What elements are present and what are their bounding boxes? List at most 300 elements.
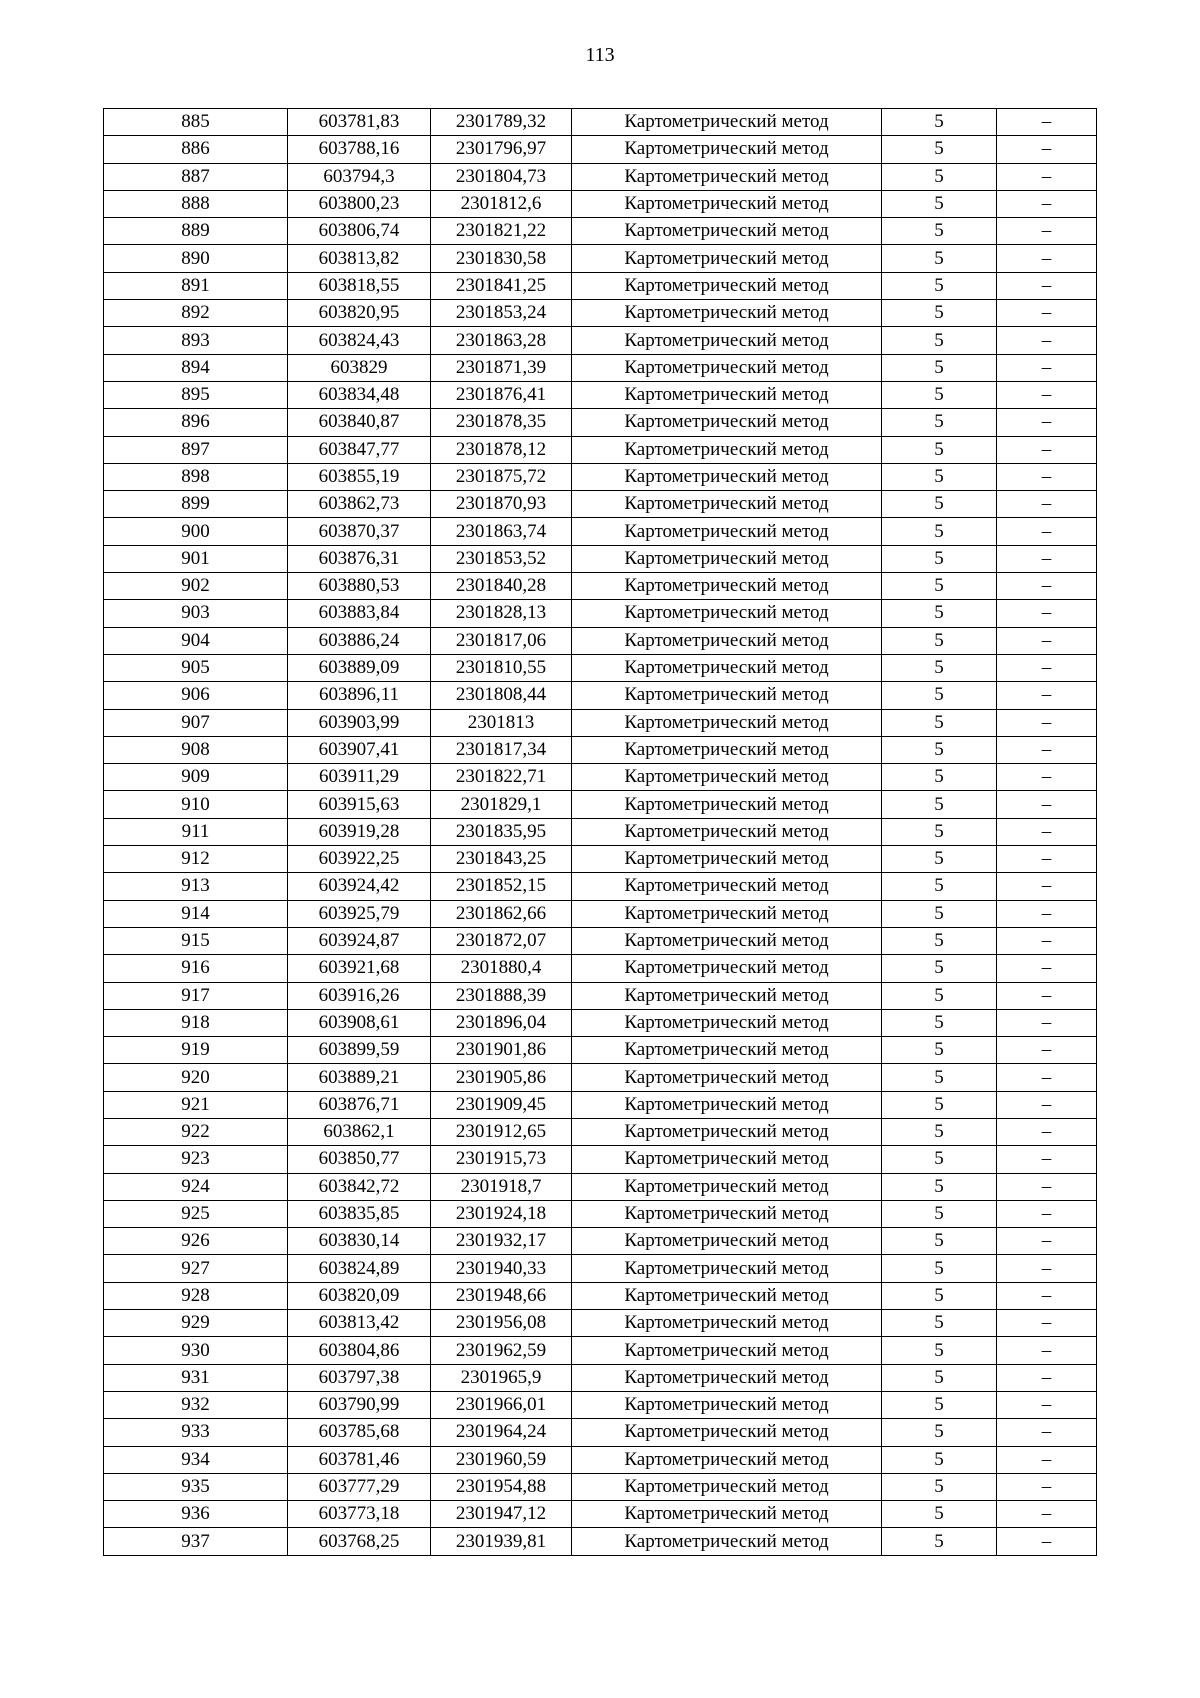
point-number-cell: 927: [104, 1255, 288, 1282]
table-row: [104, 1501, 1097, 1528]
table-row: [104, 791, 1097, 818]
x-coordinate-cell: 603924,42: [288, 873, 431, 900]
table-row: [104, 654, 1097, 681]
method-cell: Картометрический метод: [572, 545, 882, 572]
point-number-cell: 896: [104, 409, 288, 436]
accuracy-cell: 5: [882, 1282, 997, 1309]
point-number-cell: 907: [104, 709, 288, 736]
method-cell: Картометрический метод: [572, 1009, 882, 1036]
point-number-cell: 898: [104, 463, 288, 490]
accuracy-cell: 5: [882, 927, 997, 954]
y-coordinate-cell: 2301939,81: [431, 1528, 572, 1555]
description-cell: –: [997, 736, 1097, 763]
accuracy-cell: 5: [882, 1037, 997, 1064]
description-cell: –: [997, 1473, 1097, 1500]
table-row: [104, 1364, 1097, 1391]
accuracy-cell: 5: [882, 955, 997, 982]
accuracy-cell: 5: [882, 518, 997, 545]
description-cell: –: [997, 654, 1097, 681]
table-row: [104, 764, 1097, 791]
description-cell: –: [997, 818, 1097, 845]
method-cell: Картометрический метод: [572, 1091, 882, 1118]
accuracy-cell: 5: [882, 354, 997, 381]
description-cell: –: [997, 791, 1097, 818]
y-coordinate-cell: 2301954,88: [431, 1473, 572, 1500]
description-cell: –: [997, 1037, 1097, 1064]
description-cell: –: [997, 463, 1097, 490]
table-row: [104, 300, 1097, 327]
x-coordinate-cell: 603907,41: [288, 736, 431, 763]
x-coordinate-cell: 603889,21: [288, 1064, 431, 1091]
method-cell: Картометрический метод: [572, 1037, 882, 1064]
y-coordinate-cell: 2301808,44: [431, 682, 572, 709]
point-number-cell: 922: [104, 1118, 288, 1145]
table-row: [104, 1173, 1097, 1200]
x-coordinate-cell: 603889,09: [288, 654, 431, 681]
description-cell: –: [997, 1391, 1097, 1418]
point-number-cell: 916: [104, 955, 288, 982]
description-cell: –: [997, 218, 1097, 245]
x-coordinate-cell: 603804,86: [288, 1337, 431, 1364]
y-coordinate-cell: 2301870,93: [431, 491, 572, 518]
method-cell: Картометрический метод: [572, 927, 882, 954]
x-coordinate-cell: 603903,99: [288, 709, 431, 736]
point-number-cell: 911: [104, 818, 288, 845]
description-cell: –: [997, 163, 1097, 190]
description-cell: –: [997, 1337, 1097, 1364]
y-coordinate-cell: 2301853,24: [431, 300, 572, 327]
description-cell: –: [997, 1146, 1097, 1173]
table-row: [104, 463, 1097, 490]
table-row: [104, 982, 1097, 1009]
point-number-cell: 909: [104, 764, 288, 791]
accuracy-cell: 5: [882, 791, 997, 818]
y-coordinate-cell: 2301876,41: [431, 381, 572, 408]
description-cell: –: [997, 1064, 1097, 1091]
method-cell: Картометрический метод: [572, 1528, 882, 1555]
x-coordinate-cell: 603921,68: [288, 955, 431, 982]
point-number-cell: 910: [104, 791, 288, 818]
point-number-cell: 933: [104, 1419, 288, 1446]
accuracy-cell: 5: [882, 600, 997, 627]
description-cell: –: [997, 109, 1097, 136]
table-row: [104, 545, 1097, 572]
point-number-cell: 928: [104, 1282, 288, 1309]
y-coordinate-cell: 2301901,86: [431, 1037, 572, 1064]
point-number-cell: 936: [104, 1501, 288, 1528]
x-coordinate-cell: 603876,31: [288, 545, 431, 572]
x-coordinate-cell: 603886,24: [288, 627, 431, 654]
point-number-cell: 931: [104, 1364, 288, 1391]
y-coordinate-cell: 2301821,22: [431, 218, 572, 245]
x-coordinate-cell: 603847,77: [288, 436, 431, 463]
y-coordinate-cell: 2301956,08: [431, 1310, 572, 1337]
y-coordinate-cell: 2301918,7: [431, 1173, 572, 1200]
description-cell: –: [997, 1310, 1097, 1337]
x-coordinate-cell: 603768,25: [288, 1528, 431, 1555]
x-coordinate-cell: 603850,77: [288, 1146, 431, 1173]
y-coordinate-cell: 2301909,45: [431, 1091, 572, 1118]
y-coordinate-cell: 2301828,13: [431, 600, 572, 627]
method-cell: Картометрический метод: [572, 1146, 882, 1173]
method-cell: Картометрический метод: [572, 1419, 882, 1446]
description-cell: –: [997, 354, 1097, 381]
x-coordinate-cell: 603911,29: [288, 764, 431, 791]
point-number-cell: 903: [104, 600, 288, 627]
y-coordinate-cell: 2301966,01: [431, 1391, 572, 1418]
method-cell: Картометрический метод: [572, 736, 882, 763]
y-coordinate-cell: 2301924,18: [431, 1200, 572, 1227]
method-cell: Картометрический метод: [572, 1310, 882, 1337]
accuracy-cell: 5: [882, 218, 997, 245]
accuracy-cell: 5: [882, 900, 997, 927]
table-row: [104, 927, 1097, 954]
table-row: [104, 1228, 1097, 1255]
table-row: [104, 1064, 1097, 1091]
method-cell: Картометрический метод: [572, 491, 882, 518]
point-number-cell: 891: [104, 272, 288, 299]
table-row: [104, 436, 1097, 463]
table-row: [104, 900, 1097, 927]
x-coordinate-cell: 603797,38: [288, 1364, 431, 1391]
point-number-cell: 924: [104, 1173, 288, 1200]
accuracy-cell: 5: [882, 627, 997, 654]
point-number-cell: 885: [104, 109, 288, 136]
table-row: [104, 627, 1097, 654]
description-cell: –: [997, 327, 1097, 354]
description-cell: –: [997, 1501, 1097, 1528]
x-coordinate-cell: 603835,85: [288, 1200, 431, 1227]
point-number-cell: 892: [104, 300, 288, 327]
table-row: [104, 1528, 1097, 1555]
method-cell: Картометрический метод: [572, 518, 882, 545]
point-number-cell: 934: [104, 1446, 288, 1473]
y-coordinate-cell: 2301812,6: [431, 190, 572, 217]
point-number-cell: 890: [104, 245, 288, 272]
x-coordinate-cell: 603806,74: [288, 218, 431, 245]
method-cell: Картометрический метод: [572, 409, 882, 436]
description-cell: –: [997, 1446, 1097, 1473]
method-cell: Картометрический метод: [572, 300, 882, 327]
table-row: [104, 409, 1097, 436]
method-cell: Картометрический метод: [572, 1118, 882, 1145]
y-coordinate-cell: 2301875,72: [431, 463, 572, 490]
point-number-cell: 900: [104, 518, 288, 545]
y-coordinate-cell: 2301852,15: [431, 873, 572, 900]
description-cell: –: [997, 436, 1097, 463]
x-coordinate-cell: 603880,53: [288, 573, 431, 600]
accuracy-cell: 5: [882, 1528, 997, 1555]
y-coordinate-cell: 2301880,4: [431, 955, 572, 982]
table-row: [104, 955, 1097, 982]
method-cell: Картометрический метод: [572, 846, 882, 873]
table-row: [104, 1200, 1097, 1227]
y-coordinate-cell: 2301964,24: [431, 1419, 572, 1446]
method-cell: Картометрический метод: [572, 1200, 882, 1227]
description-cell: –: [997, 927, 1097, 954]
coordinates-table: [103, 108, 1097, 1556]
description-cell: –: [997, 1528, 1097, 1555]
point-number-cell: 915: [104, 927, 288, 954]
point-number-cell: 887: [104, 163, 288, 190]
table-row: [104, 573, 1097, 600]
method-cell: Картометрический метод: [572, 136, 882, 163]
accuracy-cell: 5: [882, 982, 997, 1009]
point-number-cell: 937: [104, 1528, 288, 1555]
description-cell: –: [997, 709, 1097, 736]
point-number-cell: 914: [104, 900, 288, 927]
x-coordinate-cell: 603781,83: [288, 109, 431, 136]
x-coordinate-cell: 603824,43: [288, 327, 431, 354]
point-number-cell: 918: [104, 1009, 288, 1036]
x-coordinate-cell: 603870,37: [288, 518, 431, 545]
description-cell: –: [997, 573, 1097, 600]
accuracy-cell: 5: [882, 1364, 997, 1391]
x-coordinate-cell: 603915,63: [288, 791, 431, 818]
y-coordinate-cell: 2301912,65: [431, 1118, 572, 1145]
description-cell: –: [997, 245, 1097, 272]
table-row: [104, 109, 1097, 136]
accuracy-cell: 5: [882, 245, 997, 272]
method-cell: Картометрический метод: [572, 436, 882, 463]
method-cell: Картометрический метод: [572, 109, 882, 136]
method-cell: Картометрический метод: [572, 1473, 882, 1500]
method-cell: Картометрический метод: [572, 900, 882, 927]
x-coordinate-cell: 603820,09: [288, 1282, 431, 1309]
table-row: [104, 682, 1097, 709]
y-coordinate-cell: 2301871,39: [431, 354, 572, 381]
y-coordinate-cell: 2301789,32: [431, 109, 572, 136]
description-cell: –: [997, 982, 1097, 1009]
x-coordinate-cell: 603862,73: [288, 491, 431, 518]
method-cell: Картометрический метод: [572, 955, 882, 982]
accuracy-cell: 5: [882, 300, 997, 327]
accuracy-cell: 5: [882, 409, 997, 436]
accuracy-cell: 5: [882, 736, 997, 763]
point-number-cell: 895: [104, 381, 288, 408]
table-row: [104, 873, 1097, 900]
accuracy-cell: 5: [882, 1419, 997, 1446]
x-coordinate-cell: 603777,29: [288, 1473, 431, 1500]
point-number-cell: 923: [104, 1146, 288, 1173]
point-number-cell: 888: [104, 190, 288, 217]
point-number-cell: 932: [104, 1391, 288, 1418]
description-cell: –: [997, 1200, 1097, 1227]
description-cell: –: [997, 1091, 1097, 1118]
table-row: [104, 245, 1097, 272]
y-coordinate-cell: 2301915,73: [431, 1146, 572, 1173]
point-number-cell: 886: [104, 136, 288, 163]
x-coordinate-cell: 603840,87: [288, 409, 431, 436]
point-number-cell: 899: [104, 491, 288, 518]
x-coordinate-cell: 603813,42: [288, 1310, 431, 1337]
y-coordinate-cell: 2301863,74: [431, 518, 572, 545]
y-coordinate-cell: 2301822,71: [431, 764, 572, 791]
y-coordinate-cell: 2301829,1: [431, 791, 572, 818]
accuracy-cell: 5: [882, 873, 997, 900]
point-number-cell: 902: [104, 573, 288, 600]
x-coordinate-cell: 603896,11: [288, 682, 431, 709]
table-row: [104, 327, 1097, 354]
x-coordinate-cell: 603834,48: [288, 381, 431, 408]
accuracy-cell: 5: [882, 1337, 997, 1364]
y-coordinate-cell: 2301817,34: [431, 736, 572, 763]
accuracy-cell: 5: [882, 709, 997, 736]
description-cell: –: [997, 955, 1097, 982]
point-number-cell: 908: [104, 736, 288, 763]
accuracy-cell: 5: [882, 136, 997, 163]
description-cell: –: [997, 682, 1097, 709]
method-cell: Картометрический метод: [572, 1064, 882, 1091]
description-cell: –: [997, 900, 1097, 927]
method-cell: Картометрический метод: [572, 873, 882, 900]
point-number-cell: 901: [104, 545, 288, 572]
y-coordinate-cell: 2301878,35: [431, 409, 572, 436]
description-cell: –: [997, 1255, 1097, 1282]
method-cell: Картометрический метод: [572, 327, 882, 354]
table-row: [104, 354, 1097, 381]
point-number-cell: 912: [104, 846, 288, 873]
x-coordinate-cell: 603908,61: [288, 1009, 431, 1036]
point-number-cell: 913: [104, 873, 288, 900]
accuracy-cell: 5: [882, 1064, 997, 1091]
accuracy-cell: 5: [882, 1146, 997, 1173]
accuracy-cell: 5: [882, 1391, 997, 1418]
description-cell: –: [997, 1173, 1097, 1200]
y-coordinate-cell: 2301841,25: [431, 272, 572, 299]
point-number-cell: 889: [104, 218, 288, 245]
accuracy-cell: 5: [882, 1501, 997, 1528]
x-coordinate-cell: 603800,23: [288, 190, 431, 217]
y-coordinate-cell: 2301835,95: [431, 818, 572, 845]
point-number-cell: 930: [104, 1337, 288, 1364]
x-coordinate-cell: 603924,87: [288, 927, 431, 954]
accuracy-cell: 5: [882, 272, 997, 299]
y-coordinate-cell: 2301817,06: [431, 627, 572, 654]
accuracy-cell: 5: [882, 1200, 997, 1227]
method-cell: Картометрический метод: [572, 381, 882, 408]
point-number-cell: 925: [104, 1200, 288, 1227]
method-cell: Картометрический метод: [572, 573, 882, 600]
accuracy-cell: 5: [882, 436, 997, 463]
accuracy-cell: 5: [882, 463, 997, 490]
table-row: [104, 163, 1097, 190]
description-cell: –: [997, 1419, 1097, 1446]
accuracy-cell: 5: [882, 654, 997, 681]
y-coordinate-cell: 2301830,58: [431, 245, 572, 272]
accuracy-cell: 5: [882, 1228, 997, 1255]
description-cell: –: [997, 873, 1097, 900]
accuracy-cell: 5: [882, 190, 997, 217]
y-coordinate-cell: 2301796,97: [431, 136, 572, 163]
table-row: [104, 1037, 1097, 1064]
y-coordinate-cell: 2301905,86: [431, 1064, 572, 1091]
table-row: [104, 1146, 1097, 1173]
point-number-cell: 917: [104, 982, 288, 1009]
method-cell: Картометрический метод: [572, 1173, 882, 1200]
accuracy-cell: 5: [882, 1009, 997, 1036]
point-number-cell: 893: [104, 327, 288, 354]
description-cell: –: [997, 300, 1097, 327]
x-coordinate-cell: 603925,79: [288, 900, 431, 927]
y-coordinate-cell: 2301813: [431, 709, 572, 736]
x-coordinate-cell: 603818,55: [288, 272, 431, 299]
y-coordinate-cell: 2301872,07: [431, 927, 572, 954]
table-row: [104, 491, 1097, 518]
point-number-cell: 897: [104, 436, 288, 463]
table-row: [104, 190, 1097, 217]
table-row: [104, 1118, 1097, 1145]
table-row: [104, 1337, 1097, 1364]
method-cell: Картометрический метод: [572, 163, 882, 190]
y-coordinate-cell: 2301862,66: [431, 900, 572, 927]
point-number-cell: 919: [104, 1037, 288, 1064]
table-row: [104, 1282, 1097, 1309]
x-coordinate-cell: 603790,99: [288, 1391, 431, 1418]
accuracy-cell: 5: [882, 109, 997, 136]
x-coordinate-cell: 603813,82: [288, 245, 431, 272]
x-coordinate-cell: 603829: [288, 354, 431, 381]
point-number-cell: 894: [104, 354, 288, 381]
accuracy-cell: 5: [882, 1473, 997, 1500]
accuracy-cell: 5: [882, 1310, 997, 1337]
table-row: [104, 272, 1097, 299]
method-cell: Картометрический метод: [572, 1391, 882, 1418]
point-number-cell: 926: [104, 1228, 288, 1255]
y-coordinate-cell: 2301878,12: [431, 436, 572, 463]
method-cell: Картометрический метод: [572, 272, 882, 299]
accuracy-cell: 5: [882, 381, 997, 408]
x-coordinate-cell: 603876,71: [288, 1091, 431, 1118]
method-cell: Картометрический метод: [572, 654, 882, 681]
description-cell: –: [997, 600, 1097, 627]
x-coordinate-cell: 603781,46: [288, 1446, 431, 1473]
x-coordinate-cell: 603788,16: [288, 136, 431, 163]
point-number-cell: 906: [104, 682, 288, 709]
y-coordinate-cell: 2301853,52: [431, 545, 572, 572]
method-cell: Картометрический метод: [572, 1446, 882, 1473]
method-cell: Картометрический метод: [572, 354, 882, 381]
table-row: [104, 818, 1097, 845]
y-coordinate-cell: 2301948,66: [431, 1282, 572, 1309]
accuracy-cell: 5: [882, 327, 997, 354]
table-row: [104, 518, 1097, 545]
point-number-cell: 929: [104, 1310, 288, 1337]
description-cell: –: [997, 190, 1097, 217]
description-cell: –: [997, 491, 1097, 518]
y-coordinate-cell: 2301932,17: [431, 1228, 572, 1255]
x-coordinate-cell: 603773,18: [288, 1501, 431, 1528]
x-coordinate-cell: 603862,1: [288, 1118, 431, 1145]
description-cell: –: [997, 1228, 1097, 1255]
accuracy-cell: 5: [882, 573, 997, 600]
point-number-cell: 904: [104, 627, 288, 654]
point-number-cell: 935: [104, 1473, 288, 1500]
coordinates-table-body: [104, 109, 1097, 1556]
y-coordinate-cell: 2301940,33: [431, 1255, 572, 1282]
method-cell: Картометрический метод: [572, 791, 882, 818]
y-coordinate-cell: 2301804,73: [431, 163, 572, 190]
x-coordinate-cell: 603919,28: [288, 818, 431, 845]
y-coordinate-cell: 2301843,25: [431, 846, 572, 873]
description-cell: –: [997, 1364, 1097, 1391]
accuracy-cell: 5: [882, 682, 997, 709]
accuracy-cell: 5: [882, 1446, 997, 1473]
point-number-cell: 921: [104, 1091, 288, 1118]
x-coordinate-cell: 603842,72: [288, 1173, 431, 1200]
accuracy-cell: 5: [882, 545, 997, 572]
y-coordinate-cell: 2301962,59: [431, 1337, 572, 1364]
